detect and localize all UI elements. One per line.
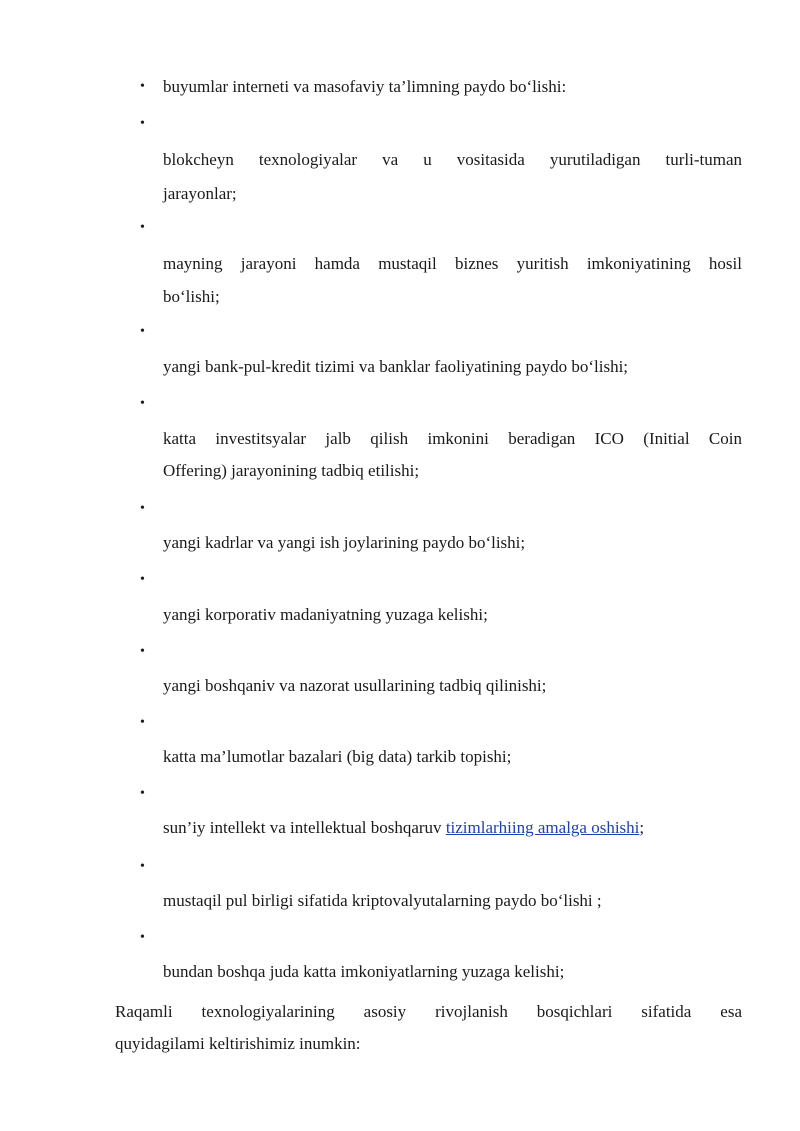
- bullet-icon: •: [140, 501, 145, 516]
- hyperlink[interactable]: tizimlarhiing amalga oshishi: [445, 818, 640, 837]
- bullet-icon: •: [140, 930, 145, 945]
- list-item-text: buyumlar interneti va masofaviy ta’limning paydo bo‘lishi:: [163, 77, 567, 96]
- bullet-icon: •: [140, 859, 145, 874]
- bullet-icon: •: [140, 572, 145, 587]
- bullet-icon: •: [140, 786, 145, 801]
- list-item-text: [163, 818, 742, 838]
- bullet-icon: •: [140, 396, 145, 411]
- list-item-text: jarayonlar;: [163, 184, 237, 203]
- bullet-icon: •: [140, 79, 145, 94]
- list-item-text: Offering) jarayonining tadbiq etilishi;: [163, 461, 420, 480]
- bullet-icon: •: [140, 220, 145, 235]
- paragraph-line: quyidagilami keltirishimiz inumkin:: [115, 1034, 361, 1053]
- list-item-text: yangi boshqaniv va nazorat usullarining tadbiq qilinishi;: [163, 676, 547, 695]
- list-item-text: yangi bank-pul-kredit tizimi va banklar faoliyatining paydo bo‘lishi;: [163, 357, 629, 376]
- list-item-text: yangi korporativ madaniyatning yuzaga kelishi;: [163, 605, 488, 624]
- bullet-icon: •: [140, 324, 145, 339]
- list-item-text: katta investitsyalar jalb qilish imkonini beradigan ICO (Initial Coin: [163, 429, 742, 448]
- list-item-text: mustaqil pul birligi sifatida kriptovalyutalarning paydo bo‘lishi ;: [163, 891, 602, 910]
- list-item-text: blokcheyn texnologiyalar va u vositasida yurutiladigan turli-tuman: [163, 150, 742, 169]
- list-item-text: bundan boshqa juda katta imkoniyatlarning yuzaga kelishi;: [163, 962, 565, 981]
- list-item-text: katta ma’lumotlar bazalari (big data) tarkib topishi;: [163, 747, 512, 766]
- list-item-text: bo‘lishi;: [163, 287, 220, 306]
- list-item-text-part: ;: [639, 818, 645, 837]
- list-item-text-part: sun’iy intellekt va intellektual boshqaruv: [163, 818, 446, 837]
- paragraph-line: Raqamli texnologiyalarining asosiy rivojlanish bosqichlari sifatida esa: [115, 1002, 742, 1021]
- bullet-icon: •: [140, 715, 145, 730]
- bullet-icon: •: [140, 644, 145, 659]
- list-item-text: mayning jarayoni hamda mustaqil biznes yuritish imkoniyatining hosil: [163, 254, 742, 273]
- bullet-icon: •: [140, 116, 145, 131]
- list-item-text: yangi kadrlar va yangi ish joylarining paydo bo‘lishi;: [163, 533, 526, 552]
